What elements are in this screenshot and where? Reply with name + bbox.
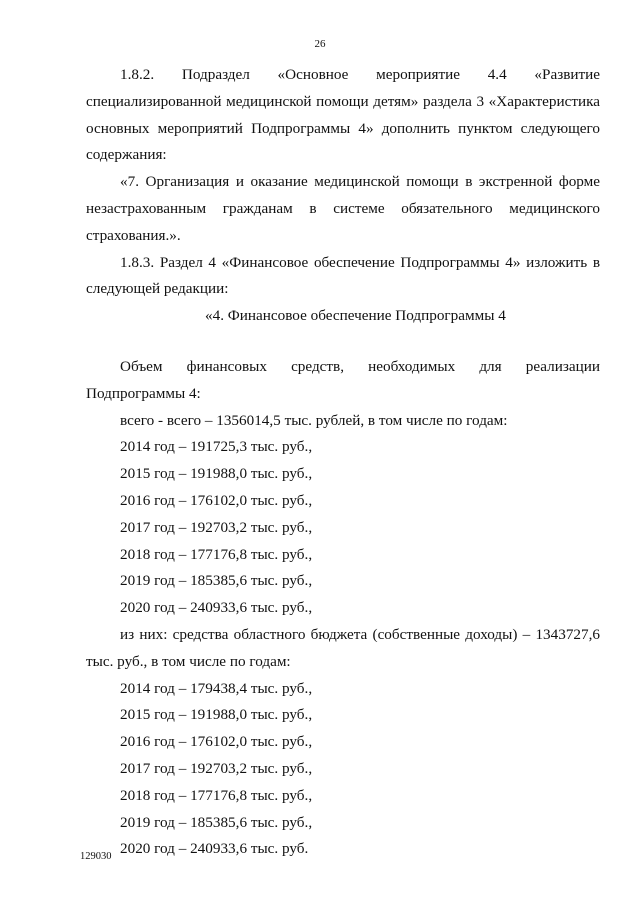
year-regional-2018: 2018 год – 177176,8 тыс. руб., <box>120 786 313 804</box>
year-total-2016: 2016 год – 176102,0 тыс. руб., <box>120 491 313 509</box>
footer-document-code: 129030 <box>80 851 112 862</box>
spacer <box>86 330 600 354</box>
paragraph-1-8-2: 1.8.2. Подраздел «Основное мероприятие 4.4 «Развитие специализированной медицинской помощи детям» раздела 3 «Характеристика основных мероприятий Подпрограммы 4» дополнить пунктом следующего содержания: <box>86 66 600 164</box>
paragraph-item-7: «7. Организация и оказание медицинской помощи в экстренной форме незастрахованным гражданам в системе обязательного медицинского страхования.». <box>86 173 600 244</box>
document-body <box>86 62 600 863</box>
year-regional-2016: 2016 год – 176102,0 тыс. руб., <box>120 733 313 751</box>
year-total-2015: 2015 год – 191988,0 тыс. руб., <box>120 465 313 483</box>
year-regional-2019: 2019 год – 185385,6 тыс. руб., <box>120 813 313 831</box>
section-heading: «4. Финансовое обеспечение Подпрограммы 4 <box>205 307 506 325</box>
year-regional-2015: 2015 год – 191988,0 тыс. руб., <box>120 706 313 724</box>
year-total-2018: 2018 год – 177176,8 тыс. руб., <box>120 545 313 563</box>
paragraph-funding-volume: Объем финансовых средств, необходимых для реализации Подпрограммы 4: <box>86 357 600 402</box>
year-total-2014: 2014 год – 191725,3 тыс. руб., <box>120 438 313 456</box>
regional-budget-line: из них: средства областного бюджета (собственные доходы) – 1343727,6 тыс. руб., в том числе по годам: <box>86 625 600 670</box>
year-total-2019: 2019 год – 185385,6 тыс. руб., <box>120 572 313 590</box>
year-regional-2017: 2017 год – 192703,2 тыс. руб., <box>120 759 313 777</box>
total-funding-line: всего - всего – 1356014,5 тыс. рублей, в том числе по годам: <box>120 411 508 429</box>
year-total-2017: 2017 год – 192703,2 тыс. руб., <box>120 518 313 536</box>
paragraph-1-8-3: 1.8.3. Раздел 4 «Финансовое обеспечение Подпрограммы 4» изложить в следующей редакции: <box>86 253 600 298</box>
page-number: 26 <box>314 38 326 50</box>
year-total-2020: 2020 год – 240933,6 тыс. руб., <box>120 599 313 617</box>
year-regional-2014: 2014 год – 179438,4 тыс. руб., <box>120 679 313 697</box>
year-regional-2020: 2020 год – 240933,6 тыс. руб. <box>120 840 309 858</box>
